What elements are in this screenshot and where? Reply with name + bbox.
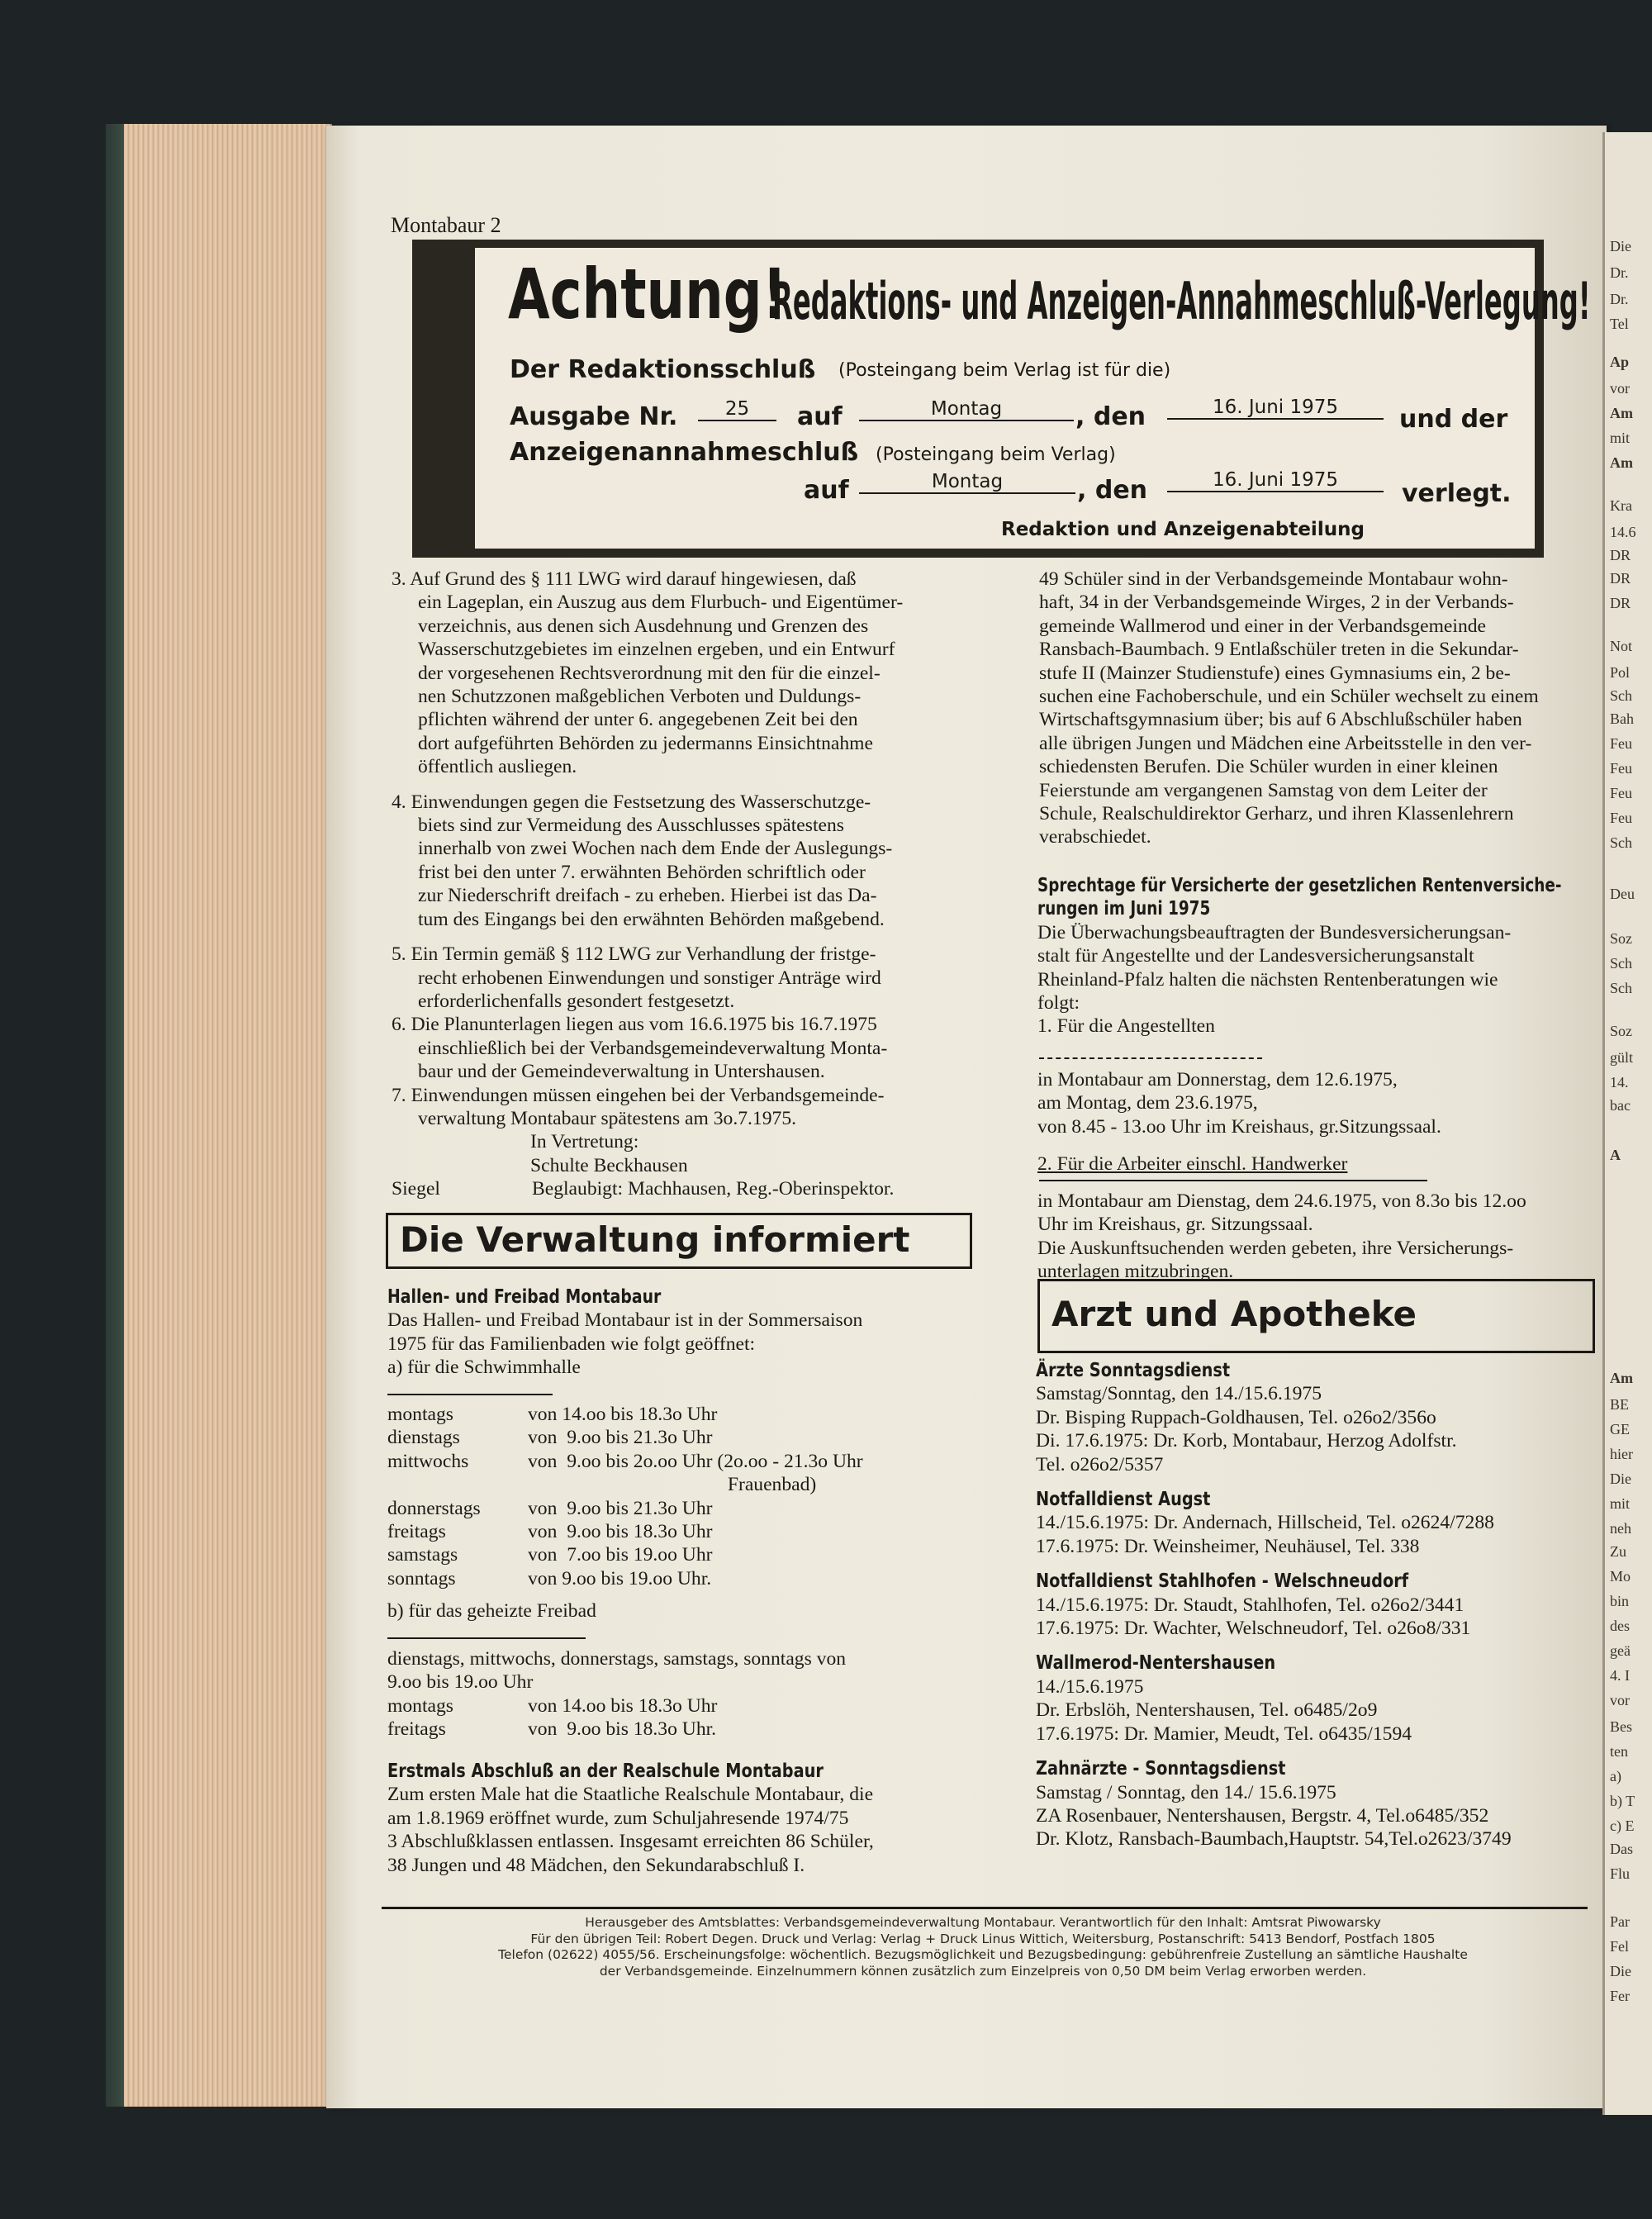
adjacent-page-fragment: b) T (1610, 1793, 1635, 1809)
hours-row (387, 1694, 846, 1718)
adjacent-page-fragment: Soz (1610, 1023, 1632, 1039)
adjacent-page-fragment: hier (1610, 1446, 1633, 1462)
intro-line: Schule, Realschuldirektor Gerharz, und ihren Klassenlehrern (1039, 803, 1514, 825)
hours-row (387, 1543, 863, 1566)
notice-und-der: und der (1399, 405, 1508, 434)
notice-line1-bold: Der Redaktionsschluß (510, 355, 816, 384)
adjacent-page-fragment: Das (1610, 1841, 1633, 1857)
notice-date-2: 16. Juni 1975 (1167, 469, 1384, 492)
item-3 (392, 568, 903, 779)
notice-line1-small: (Posteingang beim Verlag ist für die) (838, 360, 1171, 381)
adjacent-page-fragment: gült (1610, 1049, 1634, 1066)
adjacent-page-fragment: mit (1610, 1495, 1631, 1512)
intro-line: 49 Schüler sind in der Verbandsgemeinde Montabaur wohn- (1039, 568, 1508, 590)
adjacent-page-fragment: DR (1610, 570, 1631, 587)
wall-line: Dr. Erbslöh, Nentershausen, Tel. o6485/2o9 (1036, 1699, 1378, 1722)
freibad-times (387, 1647, 846, 1741)
intro-line: stufe II (Mainzer Studienstufe) eines Gymnasiums ein, 2 be- (1039, 662, 1511, 684)
item-7 (392, 1084, 903, 1131)
item-5-line: erforderlichenfalls gesondert festgesetzt. (418, 990, 735, 1012)
hours-time: von 9.oo bis 18.3o Uhr. (528, 1718, 717, 1741)
notice-den-2: , den (1077, 476, 1148, 505)
item-3-line: verzeichnis, aus denen sich Ausdehnung und Grenzen des (418, 615, 869, 637)
stahl-lines (1036, 1594, 1512, 1641)
siegel-line (392, 1177, 903, 1200)
sprech-title-line: Sprechtage für Versicherte der gesetzlichen Rentenversiche- (1037, 875, 1562, 896)
item-4-line: biets sind zur Vermeidung des Ausschlusses spätestens (418, 815, 844, 837)
abschluss-line: 38 Jungen und 48 Mädchen, den Sekundarabschluß I. (387, 1854, 805, 1876)
adjacent-page-fragment: 14.6 (1610, 524, 1636, 540)
notice-day-1: Montag (859, 398, 1074, 421)
adjacent-page-fragment: ten (1610, 1743, 1628, 1760)
bad-intro-line: Das Hallen- und Freibad Montabaur ist in der Sommersaison (387, 1309, 863, 1332)
notice-line3-small: (Posteingang beim Verlag) (876, 444, 1116, 465)
angestellte-line: am Montag, dem 23.6.1975, (1037, 1092, 1258, 1114)
adjacent-page-fragment: Feu (1610, 785, 1632, 801)
bad-intro-line: 1975 für das Familienbaden wie folgt geöffnet: (387, 1333, 756, 1355)
hours-time: von 9.oo bis 21.3o Uhr (528, 1427, 713, 1449)
section-arzt-apotheke: Arzt und Apotheke (1037, 1279, 1595, 1353)
hours-day: donnerstags (387, 1497, 481, 1519)
sprech-text-line: Die Überwachungsbeauftragten der Bundesversicherungsan- (1037, 921, 1512, 943)
hours-row (387, 1718, 846, 1741)
adjacent-page-fragment: Die (1610, 1963, 1631, 1979)
hours-day: sonntags (387, 1567, 456, 1589)
adjacent-page-fragment: Not (1610, 638, 1632, 654)
adjacent-page-fragment: des (1610, 1618, 1630, 1634)
intro-line: Feierstunde am vergangenen Samstag von dem Leiter der (1039, 779, 1488, 801)
stahl-title: Notfalldienst Stahlhofen - Welschneudorf (1036, 1570, 1409, 1593)
wall-line: 17.6.1975: Dr. Mamier, Meudt, Tel. o6435/1594 (1036, 1722, 1412, 1745)
intro-line: verabschiedet. (1039, 826, 1151, 848)
hours-day: freitags (387, 1521, 446, 1543)
adjacent-page-fragment: vor (1610, 1692, 1630, 1708)
aerzte-title: Ärzte Sonntagsdienst (1036, 1360, 1231, 1381)
aerzte-line: Dr. Bisping Ruppach-Goldhausen, Tel. o26o2/356o (1036, 1406, 1436, 1428)
zahn-lines (1036, 1781, 1512, 1851)
rule-angestellte (1039, 1057, 1262, 1059)
notice-line3-bold: Anzeigenannahmeschluß (510, 438, 859, 467)
notice-title-rest: Redaktions- und Anzeigen-Annahmeschluß-Verlegung! (772, 271, 1591, 331)
item-7-line: verwaltung Montabaur spätestens am 3o.7.1975. (418, 1107, 797, 1129)
zahn-title: Zahnärzte - Sonntagsdienst (1036, 1758, 1286, 1780)
adjacent-page-fragment: Sch (1610, 955, 1632, 972)
item-3-line: Wasserschutzgebietes im einzelnen ergeben, und ein Entwurf (418, 639, 895, 661)
sprech-text-line: stalt für Angestellte und der Landesversicherungsanstalt (1037, 945, 1474, 967)
hours-day: dienstags (387, 1427, 460, 1449)
notice-ausgabe-number: 25 (698, 398, 776, 421)
footer-rule (382, 1907, 1588, 1909)
adjacent-page-fragment: Kra (1610, 497, 1632, 514)
arbeiter-lines (1037, 1190, 1526, 1284)
beglaubigt: Beglaubigt: Machhausen, Reg.-Oberinspektor. (532, 1178, 895, 1200)
item-5-line: recht erhobenen Einwendungen und sonstiger Anträge wird (418, 967, 881, 989)
sprech-text-line: Rheinland-Pfalz halten die nächsten Rentenberatungen wie (1037, 968, 1498, 991)
item-3-line: nen Schutzzonen maßgeblichen Verboten und Duldungs- (418, 686, 862, 708)
adjacent-page-fragment: Fer (1610, 1988, 1630, 2004)
freibad-label: b) für das geheizte Freibad (387, 1600, 596, 1622)
item-5 (392, 943, 903, 1013)
bad-title: Hallen- und Freibad Montabaur (387, 1286, 662, 1308)
adjacent-page-fragment: geä (1610, 1642, 1631, 1659)
notice-day-2: Montag (859, 471, 1075, 494)
intro-line: alle übrigen Jungen und Mädchen eine Arbeitsstelle in den ver- (1039, 732, 1532, 754)
arbeiter-line: in Montabaur am Dienstag, dem 24.6.1975, von 8.3o bis 12.oo (1037, 1190, 1526, 1212)
intro-line: suchen eine Fachoberschule, und ein Schüler wechselt zu einem (1039, 686, 1539, 708)
intro-line: Wirtschaftsgymnasium über; bis auf 6 Abschlußschüler haben (1039, 709, 1522, 731)
adjacent-page-fragment: Bes (1610, 1718, 1632, 1735)
freibad-line: dienstags, mittwochs, donnerstags, samstags, sonntags von (387, 1648, 847, 1670)
adjacent-page-fragment: Sch (1610, 687, 1632, 704)
august-title: Notfalldienst Augst (1036, 1489, 1211, 1511)
adjacent-page-fragment: neh (1610, 1520, 1631, 1537)
stahl-line: 17.6.1975: Dr. Wachter, Welschneudorf, Tel. o26o8/331 (1036, 1618, 1471, 1640)
angestellte-line: in Montabaur am Donnerstag, dem 12.6.1975, (1037, 1069, 1398, 1090)
intro-line: haft, 34 in der Verbandsgemeinde Wirges, 2 in der Verbands- (1039, 592, 1514, 614)
abschluss-section (387, 1760, 906, 1877)
wall-title: Wallmerod-Nentershausen (1036, 1652, 1276, 1675)
abschluss-line: 3 Abschlußklassen entlassen. Insgesamt erreichten 86 Schüler, (387, 1831, 874, 1853)
adjacent-page-fragment: DR (1610, 595, 1631, 611)
adjacent-page-fragment: Dr. (1610, 264, 1629, 281)
adjacent-page-fragment: mit (1610, 430, 1631, 446)
item-3-line: pflichten während der unter 6. angegebenen Zeit bei den (418, 709, 858, 731)
hall-times (387, 1403, 863, 1590)
item-4-line: frist bei den unter 7. erwähnten Behörden schriftlich oder (418, 861, 866, 883)
adjacent-page-fragment: a) (1610, 1768, 1621, 1784)
signer-name: Schulte Beckhausen (530, 1154, 688, 1176)
adjacent-page-fragment: Deu (1610, 886, 1635, 902)
abschluss-text (387, 1783, 906, 1877)
freibad-line: 9.oo bis 19.oo Uhr (387, 1671, 534, 1694)
item-6 (392, 1013, 903, 1083)
wall-line: 14./15.6.1975 (1036, 1675, 1144, 1698)
rule-hall (387, 1394, 553, 1395)
adjacent-page-fragment: A (1610, 1147, 1621, 1163)
adjacent-page-fragment: Feu (1610, 735, 1632, 752)
item-4-line: innerhalb von zwei Wochen nach dem Ende der Auslegungs- (418, 838, 893, 860)
abschluss-line: Zum ersten Male hat die Staatliche Realschule Montabaur, die (387, 1784, 874, 1806)
rule-freibad (387, 1637, 586, 1639)
siegel-label: Siegel (392, 1178, 440, 1200)
item-4 (392, 791, 903, 931)
left-column (392, 568, 903, 1201)
hours-row (387, 1520, 863, 1543)
item-6-line: baur und der Gemeindeverwaltung in Untershausen. (418, 1061, 825, 1083)
august-lines (1036, 1511, 1512, 1558)
august-line: 14./15.6.1975: Dr. Andernach, Hillscheid, Tel. o2624/7288 (1036, 1512, 1494, 1534)
hours-day: montags (387, 1694, 453, 1717)
adjacent-page-fragment: Am (1610, 1370, 1633, 1386)
aerzte-lines (1036, 1382, 1512, 1476)
august-line: 17.6.1975: Dr. Weinsheimer, Neuhäusel, Tel. 338 (1036, 1535, 1420, 1557)
adjacent-page-fragment: Die (1610, 1471, 1631, 1487)
hours-time: von 9.oo bis 21.3o Uhr (528, 1497, 713, 1519)
bad-intro (387, 1309, 862, 1379)
adjacent-page-fragment: Feu (1610, 810, 1632, 826)
angestellte-label: 1. Für die Angestellten (1037, 1015, 1215, 1038)
adjacent-page-fragment: Tel (1610, 316, 1629, 332)
adjacent-page-fragment: Am (1610, 405, 1633, 421)
notice-ausgabe-label: Ausgabe Nr. (510, 402, 678, 431)
intro-line: schiedensten Berufen. Die Schüler wurden in einer kleinen (1039, 756, 1498, 778)
adjacent-page-fragment: GE (1610, 1421, 1630, 1437)
adjacent-page-fragment: bin (1610, 1593, 1630, 1609)
adjacent-page-fragment: Par (1610, 1913, 1630, 1930)
adjacent-page (1602, 132, 1652, 2115)
adjacent-page-fragment: Sch (1610, 834, 1632, 851)
arbeiter-line: Uhr im Kreishaus, gr. Sitzungssaal. (1037, 1214, 1313, 1236)
item-6-line: einschließlich bei der Verbandsgemeindeverwaltung Monta- (418, 1037, 888, 1059)
hours-row (387, 1567, 863, 1590)
intro-line: Ransbach-Baumbach. 9 Entlaßschüler treten in die Sekundar- (1039, 639, 1519, 661)
hours-day: freitags (387, 1718, 446, 1741)
hours-row (387, 1450, 863, 1473)
aerzte-line: Di. 17.6.1975: Dr. Korb, Montabaur, Herzog Adolfstr. (1036, 1430, 1457, 1452)
adjacent-page-fragment: Flu (1610, 1865, 1631, 1882)
adjacent-page-fragment: 4. I (1610, 1667, 1630, 1684)
hours-row (387, 1403, 863, 1426)
notice-verlegt: verlegt. (1402, 479, 1512, 508)
notice-signature: Redaktion und Anzeigenabteilung (1001, 519, 1365, 540)
adjacent-page-fragment: Sch (1610, 980, 1632, 996)
notice-den-1: , den (1075, 402, 1146, 431)
running-head: Montabaur 2 (391, 213, 501, 237)
sprech-title-line: rungen im Juni 1975 (1037, 898, 1211, 920)
hours-time: Frauenbad) (528, 1474, 817, 1496)
notice-title-achtung: Achtung! (508, 254, 787, 335)
hours-row (387, 1473, 863, 1496)
section-verwaltung-informiert: Die Verwaltung informiert (386, 1213, 972, 1269)
adjacent-page-fragment: Fel (1610, 1938, 1630, 1955)
adjacent-page-fragment: DR (1610, 547, 1631, 563)
adjacent-page-fragment: 14. (1610, 1074, 1629, 1090)
adjacent-page-fragment: vor (1610, 380, 1630, 397)
adjacent-page-fragment: c) E (1610, 1817, 1635, 1834)
aerzte-line: Samstag/Sonntag, den 14./15.6.1975 (1036, 1383, 1322, 1405)
item-7-line: 7. Einwendungen müssen eingehen bei der Verbandsgemeinde- (392, 1084, 885, 1106)
angestellte-line: von 8.45 - 13.oo Uhr im Kreishaus, gr.Sitzungssaal. (1037, 1115, 1441, 1138)
bad-intro-line: a) für die Schwimmhalle (387, 1357, 581, 1379)
impressum (388, 1915, 1578, 1979)
adjacent-page-fragment: Mo (1610, 1568, 1631, 1585)
zahn-line: Dr. Klotz, Ransbach-Baumbach,Hauptstr. 54,Tel.o2623/3749 (1036, 1828, 1512, 1851)
adjacent-page-fragment: Pol (1610, 664, 1631, 681)
adjacent-page-fragment: Am (1610, 454, 1633, 471)
sprech-text (1037, 921, 1652, 1015)
aerzte-section (1036, 1359, 1512, 1851)
hours-time: von 9.oo bis 19.oo Uhr. (528, 1567, 712, 1589)
item-5-line: 5. Ein Termin gemäß § 112 LWG zur Verhandlung der fristge- (392, 943, 876, 966)
adjacent-page-fragment: Bah (1610, 710, 1634, 727)
item-3-line: ein Lageplan, ein Auszug aus dem Flurbuch- und Eigentümer- (418, 592, 904, 614)
hours-row (387, 1426, 863, 1449)
item-3-line: dort aufgeführten Behörden zu jedermanns Einsichtnahme (418, 732, 873, 754)
adjacent-page-fragment: Feu (1610, 760, 1632, 777)
zahn-line: Samstag / Sonntag, den 14./ 15.6.1975 (1036, 1781, 1336, 1803)
item-4-line: zur Niederschrift dreifach - zu erheben. Hierbei ist das Da- (418, 885, 877, 907)
hours-time: von 14.oo bis 18.3o Uhr (528, 1694, 718, 1717)
angestellte-lines (1037, 1068, 1441, 1138)
item-4-line: tum des Eingangs bei den erwähnten Behörden maßgebend. (418, 908, 885, 930)
impressum-line: Telefon (02622) 4055/56. Erscheinungsfolge: wöchentlich. Bezugsmöglichkeit und Bezugsbedingung: gebührenfreie Zustellung an sämtliche Haushalte (498, 1947, 1468, 1962)
page-edges (124, 124, 332, 2107)
sprech-section (1037, 874, 1652, 1038)
sprech-title (1037, 874, 1652, 921)
notice-auf-1: auf (797, 402, 843, 431)
rule-arbeiter (1039, 1180, 1427, 1181)
impressum-line: Herausgeber des Amtsblattes: Verbandsgemeindeverwaltung Montabaur. Verantwortlich für den Inhalt: Amtsrat Piwowarsky (585, 1915, 1381, 1930)
adjacent-page-fragment: Zu (1610, 1543, 1626, 1560)
impressum-line: Für den übrigen Teil: Robert Degen. Druck und Verlag: Verlag + Druck Linus Wittich, Weitersburg, Postanschrift: 5413 Bendorf, Postfach 1805 (530, 1931, 1436, 1946)
hours-row (387, 1497, 863, 1520)
intro-line: gemeinde Wallmerod und einer in der Verbandsgemeinde (1039, 615, 1487, 637)
bad-section (387, 1285, 862, 1380)
hours-time: von 9.oo bis 2o.oo Uhr (2o.oo - 21.3o Uhr (528, 1450, 863, 1472)
adjacent-page-fragment: Dr. (1610, 291, 1629, 307)
arbeiter-label: 2. Für die Arbeiter einschl. Handwerker (1037, 1153, 1348, 1175)
item-3-line: der vorgesehenen Rechtsverordnung mit den für die einzel- (418, 662, 881, 684)
impressum-line: der Verbandsgemeinde. Einzelnummern können zusätzlich zum Einzelpreis von 0,50 DM beim Verlag erworben werden. (599, 1963, 1367, 1979)
hours-day: samstags (387, 1544, 458, 1566)
hours-day: mittwochs (387, 1450, 469, 1472)
aerzte-line: Tel. o26o2/5357 (1036, 1453, 1164, 1475)
sprech-text-line: folgt: (1037, 992, 1080, 1014)
adjacent-page-fragment: bac (1610, 1097, 1631, 1114)
item-3-line: 3. Auf Grund des § 111 LWG wird darauf hingewiesen, daß (392, 568, 857, 590)
hours-time: von 14.oo bis 18.3o Uhr (528, 1404, 718, 1425)
abschluss-line: am 1.8.1969 eröffnet wurde, zum Schuljahresende 1974/75 (387, 1807, 849, 1829)
arbeiter-line: Die Auskunftsuchenden werden gebeten, ihre Versicherungs- (1037, 1237, 1514, 1259)
hours-time: von 7.oo bis 19.oo Uhr (528, 1544, 713, 1566)
abschluss-title: Erstmals Abschluß an der Realschule Montabaur (387, 1760, 824, 1782)
wall-lines (1036, 1675, 1512, 1746)
hours-day: montags (387, 1404, 453, 1425)
adjacent-page-fragment: Die (1610, 238, 1631, 254)
notice-date-1: 16. Juni 1975 (1167, 397, 1384, 420)
item-6-line: 6. Die Planunterlagen liegen aus vom 16.6.1975 bis 16.7.1975 (392, 1014, 877, 1036)
notice-auf-2: auf (804, 476, 849, 505)
adjacent-page-fragment: BE (1610, 1396, 1630, 1413)
vertretung: In Vertretung: (530, 1131, 639, 1153)
item-3-line: öffentlich ausliegen. (418, 756, 577, 778)
hours-time: von 9.oo bis 18.3o Uhr (528, 1521, 713, 1543)
stahl-line: 14./15.6.1975: Dr. Staudt, Stahlhofen, Tel. o26o2/3441 (1036, 1594, 1464, 1616)
item-4-line: 4. Einwendungen gegen die Festsetzung des Wasserschutzge- (392, 791, 871, 813)
adjacent-page-fragment: Ap (1610, 354, 1630, 370)
adjacent-page-fragment: Soz (1610, 930, 1632, 947)
right-column-intro (1039, 568, 1539, 849)
zahn-line: ZA Rosenbauer, Nentershausen, Bergstr. 4, Tel.o6485/352 (1036, 1804, 1489, 1827)
arbeiter-line: unterlagen mitzubringen. (1037, 1261, 1234, 1283)
